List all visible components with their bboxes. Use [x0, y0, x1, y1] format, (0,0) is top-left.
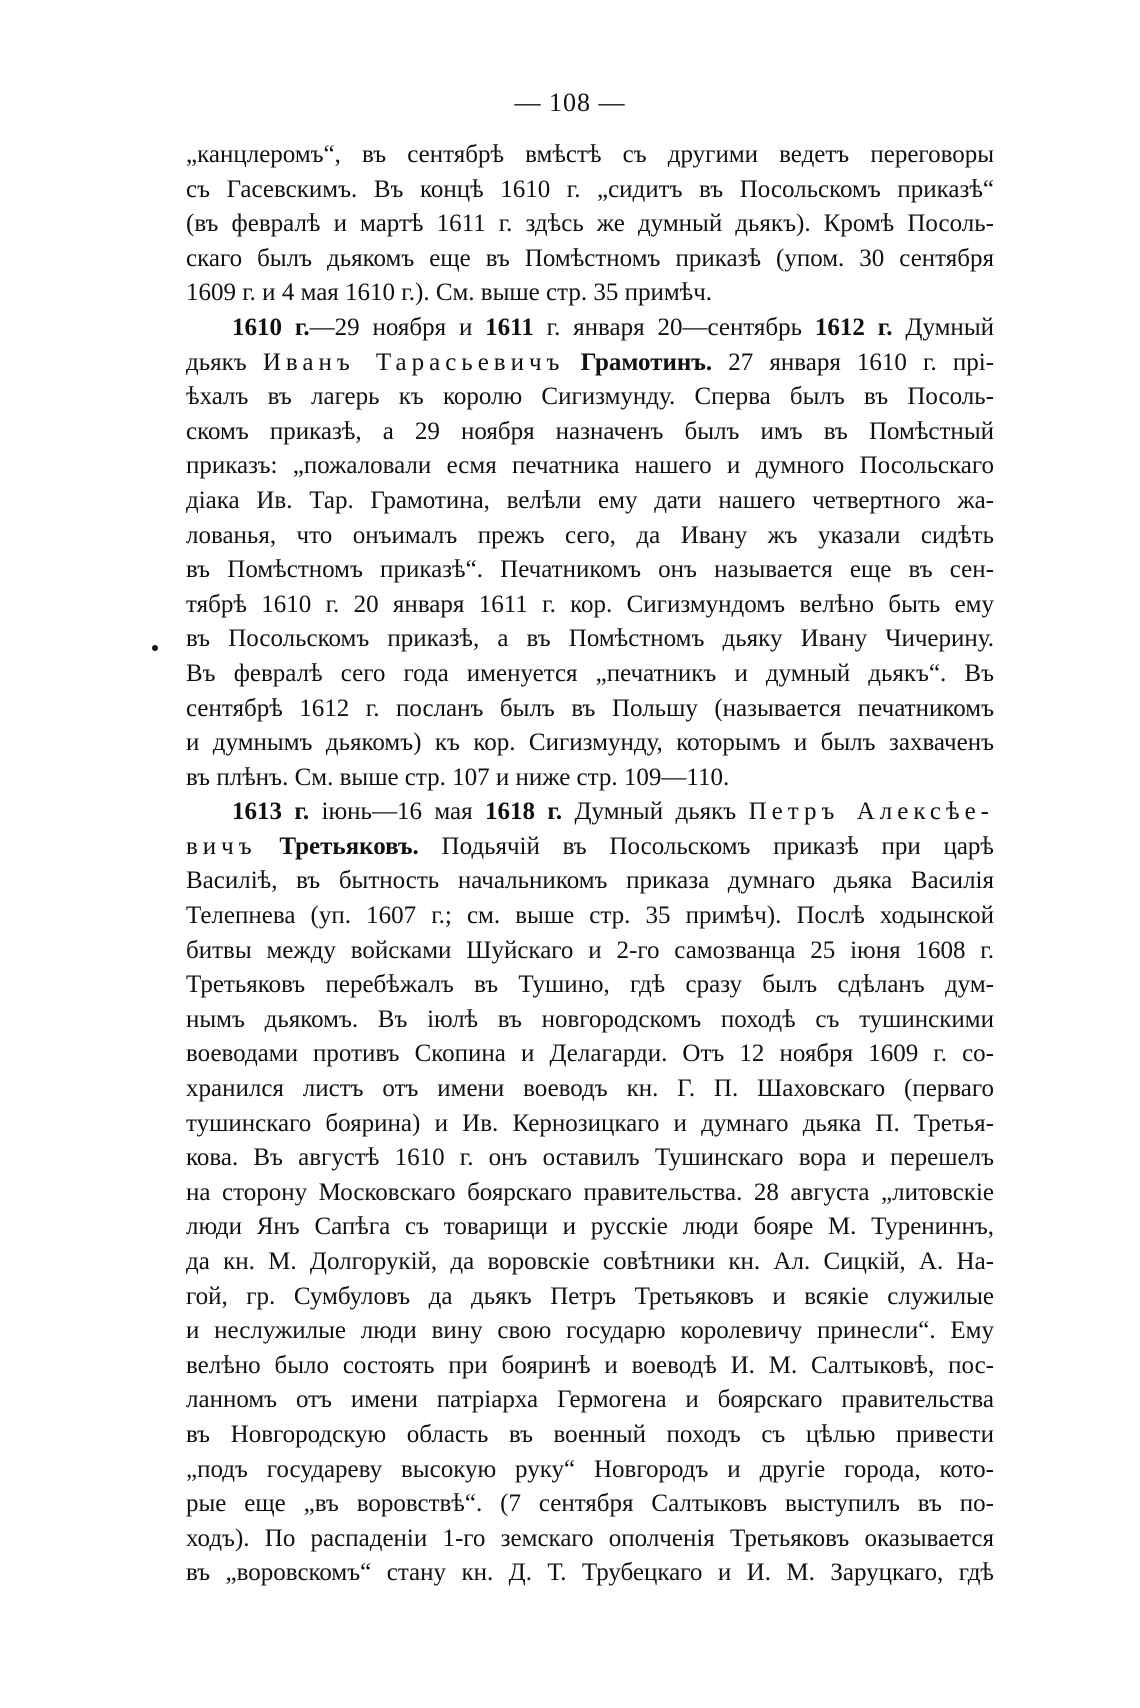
- text-line: [186, 173, 994, 208]
- text-segment: нымъ дьякомъ. Въ іюлѣ въ новгородскомъ походѣ съ тушинскими: [186, 1005, 994, 1033]
- text-line: [186, 1210, 994, 1245]
- text-segment: люди Янъ Сапѣга съ товарищи и русскіе люди бояре М. Турениннъ,: [186, 1213, 994, 1241]
- text-line: [186, 138, 994, 173]
- text-line: [186, 346, 994, 381]
- text-line: [186, 1245, 994, 1280]
- text-segment: и думнымъ дьякомъ) къ кор. Сигизмунду, которымъ и былъ захваченъ: [186, 729, 994, 757]
- text-line: [186, 1072, 994, 1107]
- text-line: [186, 1487, 994, 1522]
- text-segment: въ Помѣстномъ приказѣ“. Печатникомъ онъ называется еще въ сен-: [186, 556, 994, 584]
- text-line: [186, 899, 994, 934]
- text-segment: [257, 833, 280, 860]
- text-segment: хранился листъ отъ имени воеводъ кн. Г. П. Шаховскаго (перваго: [186, 1075, 994, 1103]
- text-segment: Думный: [892, 313, 994, 341]
- text-segment: въ Новгородскую область въ военный походъ съ цѣлью привести: [186, 1420, 994, 1448]
- text-line: [186, 207, 994, 242]
- bold-text: 1613 г.: [232, 798, 310, 826]
- text-segment: въ Посольскомъ приказѣ, а въ Помѣстномъ дьяку Ивану Чичерину.: [186, 625, 994, 653]
- text-line: [186, 657, 994, 692]
- text-line: [186, 622, 994, 657]
- text-line: [186, 415, 994, 450]
- text-segment: въ плѣнъ. См. выше стр. 107 и ниже стр. 109—110.: [186, 763, 730, 791]
- text-segment: рые еще „въ воровствѣ“. (7 сентября Салтыковъ выступилъ въ по-: [186, 1490, 994, 1518]
- text-segment: [564, 349, 580, 376]
- text-segment: „канцлеромъ“, въ сентябрѣ вмѣстѣ съ другими ведетъ переговоры: [186, 141, 994, 168]
- text-segment: діака Ив. Тар. Грамотина, велѣли ему дати нашего четвертного жа-: [186, 486, 994, 514]
- text-line: [186, 1037, 994, 1072]
- text-segment: да кн. М. Долгорукій, да воровскіе совѣтники кн. Ал. Сицкій, А. На-: [186, 1248, 994, 1275]
- spaced-name-text: вичъ: [186, 832, 257, 860]
- spaced-name-text: Петръ Алексѣе-: [748, 798, 994, 826]
- text-segment: лованья, что онъималъ прежъ сего, да Ивану жъ указали сидѣть: [186, 521, 994, 549]
- text-line: [186, 380, 994, 415]
- text-segment: сентябрѣ 1612 г. посланъ былъ въ Польшу (называется печатникомъ: [186, 694, 994, 722]
- text-line: [186, 795, 994, 830]
- text-line: [186, 1522, 994, 1557]
- text-line: [186, 1418, 994, 1453]
- text-segment: велѣно было состоять при бояринѣ и воеводѣ И. М. Салтыковѣ, пос-: [186, 1351, 994, 1379]
- text-line: [186, 588, 994, 623]
- bold-text: 1610 г.: [232, 313, 310, 341]
- text-line: [186, 1453, 994, 1488]
- text-segment: 1609 г. и 4 мая 1610 г.). См. выше стр. 35 примѣч.: [186, 279, 713, 307]
- text-segment: тушинскаго боярина) и Ив. Кернозицкаго и думнаго дьяка П. Третья-: [186, 1109, 994, 1137]
- text-segment: ланномъ отъ имени патріарха Гермогена и боярскаго правительства: [186, 1386, 994, 1414]
- text-line: [186, 726, 994, 761]
- text-line: [186, 519, 994, 554]
- text-segment: Думный дьякъ: [562, 798, 749, 826]
- text-line: [186, 1141, 994, 1176]
- text-segment: приказъ: „пожаловали есмя печатника нашего и думного Посольскаго: [186, 452, 994, 480]
- text-line: [186, 864, 994, 899]
- text-segment: и неслужилые люди вину свою государю королевичу принесли“. Ему: [186, 1317, 994, 1345]
- margin-dot-mark: [152, 645, 158, 651]
- body-text: [186, 138, 994, 1591]
- text-line: [186, 1107, 994, 1142]
- spaced-name-text: Иванъ Тарасьевичъ: [262, 348, 565, 376]
- text-line: [186, 1349, 994, 1384]
- text-segment: —29 ноября и: [309, 313, 486, 341]
- text-line: [186, 276, 994, 311]
- text-segment: (въ февралѣ и мартѣ 1611 г. здѣсь же думный дьякъ). Кромѣ Посоль-: [186, 210, 994, 238]
- text-segment: ходъ). По распаденіи 1-го земскаго ополченія Третьяковъ оказывается: [186, 1524, 994, 1552]
- text-line: [186, 934, 994, 969]
- text-segment: съ Гасевскимъ. Въ концѣ 1610 г. „сидитъ въ Посольскомъ приказѣ“: [186, 175, 994, 203]
- bold-text: Третьяковъ.: [279, 832, 419, 860]
- text-segment: г. января 20—сентябрь: [533, 313, 815, 341]
- text-line: [186, 311, 994, 346]
- text-segment: гой, гр. Сумбуловъ да дьякъ Петръ Третьяковъ и всякіе служилые: [186, 1282, 994, 1310]
- text-line: [186, 553, 994, 588]
- text-segment: въ „воровскомъ“ стану кн. Д. Т. Трубецкаго и И. М. Заруцкаго, гдѣ: [186, 1559, 994, 1587]
- text-segment: кова. Въ августѣ 1610 г. онъ оставилъ Тушинскаго вора и перешелъ: [186, 1144, 994, 1172]
- text-line: [186, 1176, 994, 1211]
- text-segment: іюнь—16 мая: [309, 798, 485, 826]
- text-segment: дьякъ: [186, 348, 263, 376]
- text-line: [186, 449, 994, 484]
- text-segment: тябрѣ 1610 г. 20 января 1611 г. кор. Сигизмундомъ велѣно быть ему: [186, 590, 994, 618]
- text-segment: на сторону Московскаго боярскаго правительства. 28 августа „литовскіе: [186, 1178, 994, 1206]
- text-line: [186, 1314, 994, 1349]
- text-line: [186, 1003, 994, 1038]
- text-segment: Въ февралѣ сего года именуется „печатникъ и думный дьякъ“. Въ: [186, 659, 994, 687]
- text-line: [186, 761, 994, 796]
- text-segment: Василіѣ, въ бытность начальникомъ приказа думнаго дьяка Василія: [186, 867, 994, 895]
- text-segment: „подъ государеву высокую руку“ Новгородъ и другіе города, кото-: [186, 1455, 994, 1483]
- text-segment: скаго былъ дьякомъ еще въ Помѣстномъ приказѣ (упом. 30 сентября: [186, 244, 994, 272]
- text-line: [186, 1280, 994, 1315]
- text-segment: Подьячій въ Посольскомъ приказѣ при царѣ: [418, 832, 994, 860]
- text-segment: скомъ приказѣ, а 29 ноября назначенъ былъ имъ въ Помѣстный: [186, 417, 994, 445]
- text-segment: Третьяковъ перебѣжалъ въ Тушино, гдѣ сразу былъ сдѣланъ дум-: [186, 971, 994, 999]
- page-number: — 108 —: [514, 88, 626, 117]
- text-segment: битвы между войсками Шуйскаго и 2-го самозванца 25 іюня 1608 г.: [186, 936, 994, 964]
- text-line: [186, 484, 994, 519]
- text-line: [186, 1556, 994, 1591]
- bold-text: 1618 г.: [484, 798, 563, 826]
- text-segment: 27 января 1610 г. прі-: [712, 348, 994, 376]
- bold-text: Грамотинъ.: [580, 348, 713, 376]
- text-segment: ѣхалъ въ лагерь къ королю Сигизмунду. Сперва былъ въ Посоль-: [186, 383, 994, 411]
- text-segment: Телепнева (уп. 1607 г.; см. выше стр. 35 примѣч). Послѣ ходынской: [186, 902, 994, 930]
- text-line: [186, 242, 994, 277]
- text-segment: воеводами противъ Скопина и Делагарди. Отъ 12 ноября 1609 г. со-: [186, 1040, 994, 1068]
- text-line: [186, 692, 994, 727]
- text-line: [186, 830, 994, 865]
- bold-text: 1611: [485, 313, 534, 341]
- text-line: [186, 1383, 994, 1418]
- bold-text: 1612 г.: [814, 313, 893, 341]
- text-line: [186, 968, 994, 1003]
